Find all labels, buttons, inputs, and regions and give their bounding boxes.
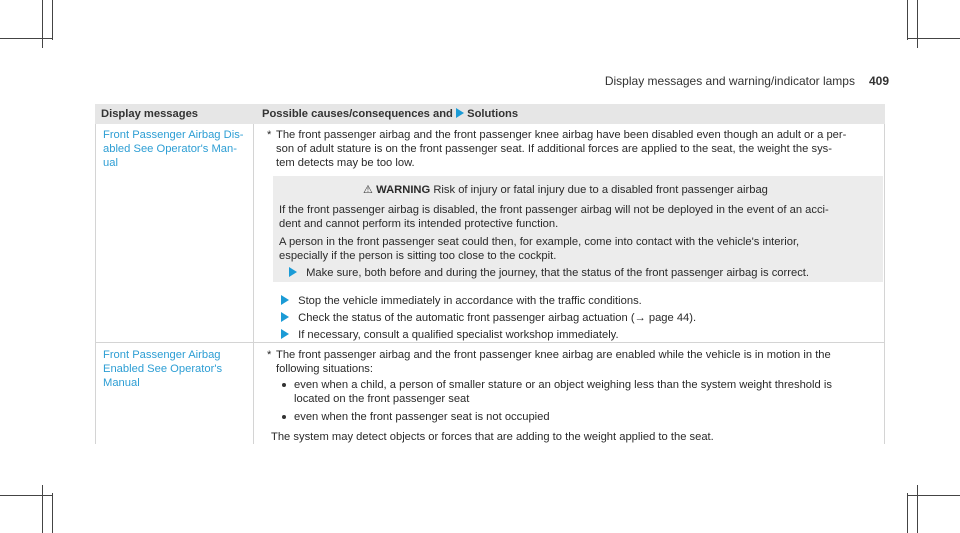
table-border xyxy=(95,124,96,444)
crop-mark xyxy=(42,0,43,48)
crop-mark xyxy=(52,0,53,40)
crop-mark xyxy=(0,495,52,496)
action-item: Stop the vehicle immediately in accordance with the traffic conditions. xyxy=(281,294,871,308)
row2-intro: The front passenger airbag and the front passenger knee airbag are enabled while the vehicle is in motion in the following situations: xyxy=(276,349,831,375)
crop-mark xyxy=(917,485,918,533)
arrow-icon xyxy=(281,312,289,322)
action-item: Check the status of the automatic front passenger airbag actuation (→ page 44). xyxy=(281,311,871,325)
crop-mark xyxy=(42,485,43,533)
table-header xyxy=(95,104,885,124)
footnote-star: * xyxy=(267,129,272,141)
crop-mark xyxy=(52,493,53,533)
bullet-item: even when the front passenger seat is not occupied xyxy=(294,411,550,423)
arrow-icon xyxy=(281,295,289,305)
footnote-star: * xyxy=(267,349,272,361)
page-number: 409 xyxy=(868,74,889,88)
crop-mark xyxy=(907,0,908,40)
page-header xyxy=(605,74,889,88)
arrow-icon xyxy=(289,267,297,277)
column-header-causes: Possible causes/consequences and Solutions xyxy=(262,108,519,120)
row1-intro: The front passenger airbag and the front passenger knee airbag have been disabled even though an adult or a per- son of adult stature is on the front passenger seat. If additional forces are applied to the seat, the weight the sys- tem detects may be too low. xyxy=(276,129,847,169)
row-divider xyxy=(95,342,885,343)
messages-table xyxy=(95,104,885,444)
page-title: Display messages and warning/indicator lamps xyxy=(604,74,855,88)
crop-mark xyxy=(0,38,52,39)
crop-mark xyxy=(907,495,960,496)
row2-footer: The system may detect objects or forces that are adding to the weight applied to the seat. xyxy=(271,431,714,443)
message-airbag-enabled: Front Passenger Airbag Enabled See Operator's Manual xyxy=(103,349,223,389)
warning-title-text: Risk of injury or fatal injury due to a disabled front passenger airbag xyxy=(433,184,768,196)
message-airbag-disabled: Front Passenger Airbag Dis- abled See Operator's Man- ual xyxy=(103,129,244,169)
bullet-dot xyxy=(282,383,286,387)
crop-mark xyxy=(907,493,908,533)
bullet-dot xyxy=(282,415,286,419)
arrow-icon xyxy=(456,108,464,118)
warning-body-1: If the front passenger airbag is disabled, the front passenger airbag will not be deployed in the event of an acci- dent and cannot perform its intended protective function. xyxy=(279,204,829,230)
bullet-item: even when a child, a person of smaller stature or an object weighing less than the system weight threshold is located on the front passenger seat xyxy=(294,379,832,405)
table-border xyxy=(884,124,885,444)
crop-mark xyxy=(907,38,960,39)
crop-mark xyxy=(917,0,918,48)
warning-label: WARNING xyxy=(376,184,431,196)
action-item: If necessary, consult a qualified specialist workshop immediately. xyxy=(281,328,871,342)
column-divider xyxy=(253,124,254,444)
column-header-messages: Display messages xyxy=(101,108,199,120)
warning-body-2: A person in the front passenger seat could then, for example, come into contact with the vehicle's interior, especially if the person is sitting too close to the cockpit. xyxy=(279,236,800,262)
warning-action: Make sure, both before and during the journey, that the status of the front passenger airbag is correct. xyxy=(289,266,879,280)
arrow-icon xyxy=(281,329,289,339)
warning-title: ⚠ WARNING Risk of injury or fatal injury due to a disabled front passenger airbag xyxy=(363,184,768,196)
